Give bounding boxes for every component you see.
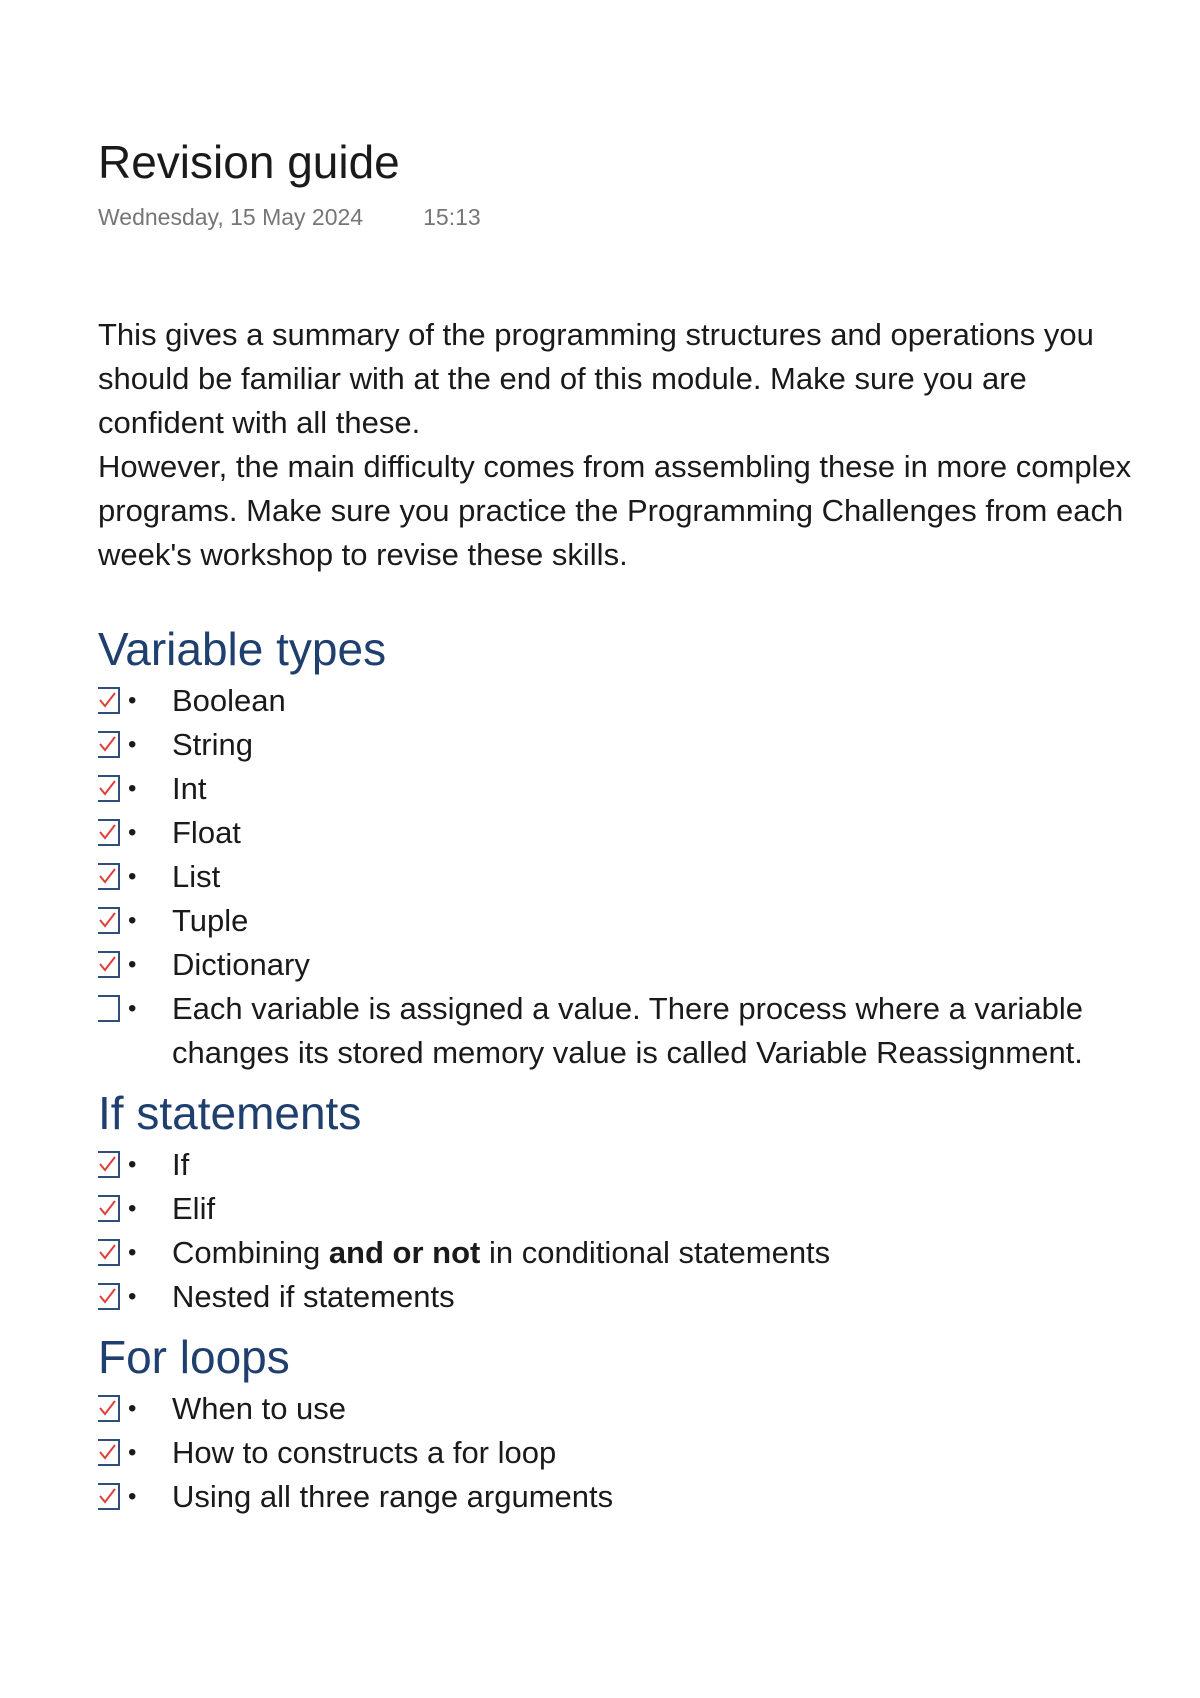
todo-item-label: When to use: [172, 1391, 347, 1426]
checkbox[interactable]: [98, 1195, 120, 1222]
todo-item-label: Each variable is assigned a value. There process where a variable changes its stored memory value is called Variable Reassignment.: [172, 991, 1083, 1070]
bullet-icon: •: [128, 907, 137, 934]
todo-item: [98, 811, 1148, 855]
bullet-icon: •: [128, 775, 137, 802]
todo-item-label: Float: [172, 815, 241, 850]
todo-item-label: Nested if statements: [172, 1279, 455, 1314]
page-title[interactable]: Revision guide: [98, 136, 400, 188]
checkmark-icon: [98, 778, 117, 798]
todo-item: [98, 899, 1148, 943]
checkmark-icon: [98, 1442, 117, 1462]
checkbox[interactable]: [98, 819, 120, 846]
todo-item-label: Boolean: [172, 683, 286, 718]
todo-item: [98, 943, 1148, 987]
label-text-after: in conditional statements: [480, 1235, 831, 1270]
checkmark-icon: [98, 822, 117, 842]
todo-item-label: Dictionary: [172, 947, 310, 982]
todo-item: [98, 1431, 1148, 1475]
bullet-icon: •: [128, 1151, 137, 1178]
todo-list-for-loops: [98, 1387, 1148, 1519]
todo-item-label: Tuple: [172, 903, 249, 938]
intro-paragraph-1: This gives a summary of the programming structures and operations you should be familiar with at the end of this module. Make sure you are confident with all these.: [98, 317, 1094, 440]
todo-item: [98, 987, 1148, 1075]
checkbox[interactable]: [98, 731, 120, 758]
checkmark-icon: [98, 910, 117, 930]
bullet-icon: •: [128, 1395, 137, 1422]
todo-item-label: If: [172, 1147, 190, 1182]
label-text-bold: and or not: [328, 1235, 481, 1270]
todo-item: [98, 1187, 1148, 1231]
intro-paragraph-2: However, the main difficulty comes from assembling these in more complex programs. Make sure you practice the Programming Challenges from each week's workshop to revise these skills.: [98, 449, 1132, 572]
note-date: Wednesday, 15 May 2024: [98, 204, 364, 230]
heading-for-loops[interactable]: For loops: [98, 1331, 290, 1383]
intro-text[interactable]: [98, 313, 1148, 577]
bullet-icon: •: [128, 1239, 137, 1266]
heading-if-statements[interactable]: If statements: [98, 1087, 362, 1139]
todo-item: [98, 767, 1148, 811]
bullet-icon: •: [128, 1483, 137, 1510]
todo-item-label: Int: [172, 771, 207, 806]
bullet-icon: •: [128, 951, 137, 978]
note-time: 15:13: [423, 204, 481, 230]
note-page: [98, 134, 1148, 1580]
checkmark-icon: [98, 1398, 117, 1418]
todo-item-label: Using all three range arguments: [172, 1479, 614, 1514]
todo-item: [98, 723, 1148, 767]
bullet-icon: •: [128, 1439, 137, 1466]
checkbox[interactable]: [98, 1239, 120, 1266]
todo-item-label: Elif: [172, 1191, 216, 1226]
checkmark-icon: [98, 866, 117, 886]
checkmark-icon: [98, 1154, 117, 1174]
checkbox[interactable]: [98, 1439, 120, 1466]
bullet-icon: •: [128, 1195, 137, 1222]
todo-item: [98, 1475, 1148, 1519]
bullet-icon: •: [128, 863, 137, 890]
todo-item-label: List: [172, 859, 221, 894]
bullet-icon: •: [128, 819, 137, 846]
checkbox[interactable]: [98, 907, 120, 934]
checkmark-icon: [98, 1286, 117, 1306]
note-meta: [98, 204, 1148, 231]
checkbox[interactable]: [98, 995, 120, 1022]
bullet-icon: •: [128, 1283, 137, 1310]
checkbox[interactable]: [98, 775, 120, 802]
bullet-icon: •: [128, 687, 137, 714]
bullet-icon: •: [128, 731, 137, 758]
checkbox[interactable]: [98, 951, 120, 978]
bullet-icon: •: [128, 995, 137, 1022]
label-text-before: Combining: [172, 1235, 329, 1270]
todo-item: [98, 1387, 1148, 1431]
checkmark-icon: [98, 690, 117, 710]
checkbox[interactable]: [98, 863, 120, 890]
checkbox[interactable]: [98, 1483, 120, 1510]
checkbox[interactable]: [98, 1283, 120, 1310]
todo-list-variable-types: [98, 679, 1148, 1075]
todo-item: [98, 1143, 1148, 1187]
todo-item-label: [172, 1235, 830, 1270]
checkmark-icon: [98, 1486, 117, 1506]
todo-item-label: String: [172, 727, 253, 762]
checkmark-icon: [98, 734, 117, 754]
todo-item-label: How to constructs a for loop: [172, 1435, 557, 1470]
checkmark-icon: [98, 1198, 117, 1218]
todo-item: [98, 1275, 1148, 1319]
todo-item: [98, 1231, 1148, 1275]
checkmark-icon: [98, 1242, 117, 1262]
todo-list-if-statements: [98, 1143, 1148, 1319]
heading-variable-types[interactable]: Variable types: [98, 623, 387, 675]
checkmark-icon: [98, 954, 117, 974]
todo-item: [98, 679, 1148, 723]
checkbox[interactable]: [98, 1395, 120, 1422]
checkbox[interactable]: [98, 687, 120, 714]
checkbox[interactable]: [98, 1151, 120, 1178]
todo-item: [98, 855, 1148, 899]
